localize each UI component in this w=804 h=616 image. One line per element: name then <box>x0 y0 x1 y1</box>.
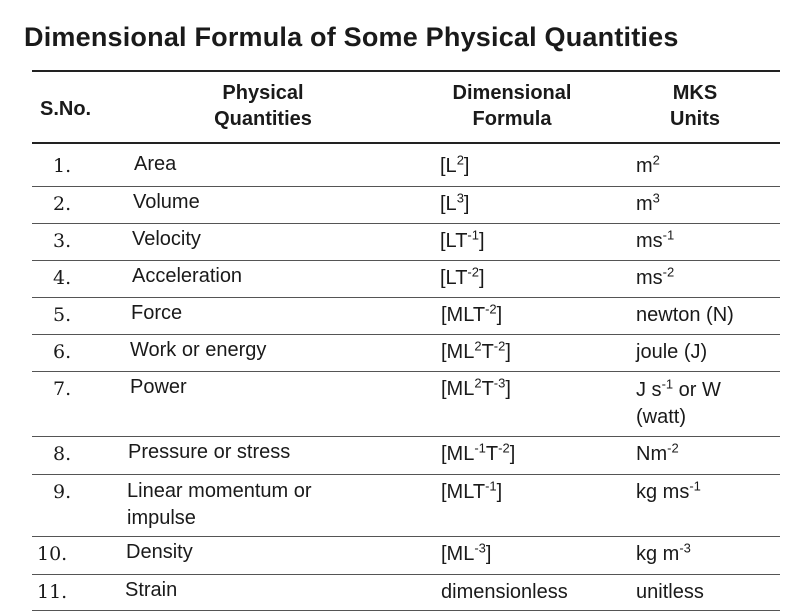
header-formula-line2: Formula <box>472 108 552 130</box>
row-sno: 6. <box>53 341 72 363</box>
header-formula <box>430 80 594 132</box>
row-units: $m^3$ <box>636 190 660 215</box>
row-divider <box>32 474 780 475</box>
row-formula: $[L^3]$ <box>440 190 470 215</box>
header-quantity-line2: Quantities <box>214 108 312 130</box>
row-divider <box>32 297 780 298</box>
row-quantity: Power <box>130 376 187 398</box>
header-units-line2: Units <box>670 108 720 130</box>
row-divider <box>32 436 780 437</box>
row-quantity: Work or energy <box>130 339 267 361</box>
row-sno: 10. <box>37 543 68 565</box>
row-divider <box>32 223 780 224</box>
row-sno: 4. <box>53 267 72 289</box>
row-sno: 2. <box>53 193 72 215</box>
row-divider <box>32 536 780 537</box>
row-sno: 8. <box>53 443 72 465</box>
row-quantity: Area <box>134 153 177 175</box>
row-sno: 9. <box>53 481 72 503</box>
row-quantity: Strain <box>125 579 178 601</box>
row-quantity: Linear momentum or impulse <box>127 480 312 529</box>
row-sno: 3. <box>53 230 72 252</box>
row-units: $m^2$ <box>636 152 660 177</box>
row-formula: $[MLT^{-2}]$ <box>441 301 503 326</box>
row-sno: 7. <box>53 378 72 400</box>
row-formula: $[LT^{-2}]$ <box>440 264 485 289</box>
row-units: $ms^{-1}$ <box>636 227 675 252</box>
row-quantity: Force <box>131 302 183 324</box>
row-formula: $[ML^{-1}T^{-2}]$ <box>441 440 516 465</box>
header-units-line1: MKS <box>672 82 718 104</box>
header-bottom-rule <box>32 142 780 144</box>
row-formula: $[ML^{-3}]$ <box>441 540 492 565</box>
row-divider <box>32 610 780 611</box>
row-formula: $[ML^2T^{-2}]$ <box>441 338 511 363</box>
row-units: $ms^{-2}$ <box>636 264 675 289</box>
row-quantity: Pressure or stress <box>128 441 291 463</box>
top-rule <box>32 70 780 72</box>
row-sno: 5. <box>53 304 72 326</box>
row-units: newton (N) <box>636 304 734 326</box>
row-units: joule (J) <box>636 341 708 363</box>
row-divider <box>32 186 780 187</box>
header-quantity-line1: Physical <box>222 82 304 104</box>
row-sno: 1. <box>53 155 72 177</box>
row-formula: $[LT^{-1}]$ <box>440 227 485 252</box>
row-units: unitless <box>636 581 704 603</box>
row-units: $Nm^{-2}$ <box>636 440 679 465</box>
row-formula: $[ML^2T^{-3}]$ <box>441 375 511 400</box>
row-quantity: Acceleration <box>132 265 243 287</box>
row-divider <box>32 334 780 335</box>
header-units <box>650 80 740 132</box>
row-units: kg $m^{-3}$ <box>636 540 691 565</box>
row-formula: dimensionless <box>441 581 568 603</box>
row-divider <box>32 260 780 261</box>
row-formula: $[MLT^{-1}]$ <box>441 478 503 503</box>
header-quantity <box>180 80 346 132</box>
row-quantity: Density <box>126 541 193 563</box>
row-units: kg $ms^{-1}$ <box>636 478 701 503</box>
row-divider <box>32 371 780 372</box>
row-divider <box>32 574 780 575</box>
row-formula: $[L^2]$ <box>440 152 470 177</box>
row-quantity: Volume <box>133 191 200 213</box>
row-sno: 11. <box>37 581 68 603</box>
table-title: Dimensional Formula of Some Physical Quantities <box>24 22 679 52</box>
row-units: J $s^{-1}$ or W (watt) <box>636 376 721 428</box>
row-quantity: Velocity <box>132 228 201 250</box>
header-sno: S.No. <box>40 98 92 120</box>
header-formula-line1: Dimensional <box>452 82 572 104</box>
